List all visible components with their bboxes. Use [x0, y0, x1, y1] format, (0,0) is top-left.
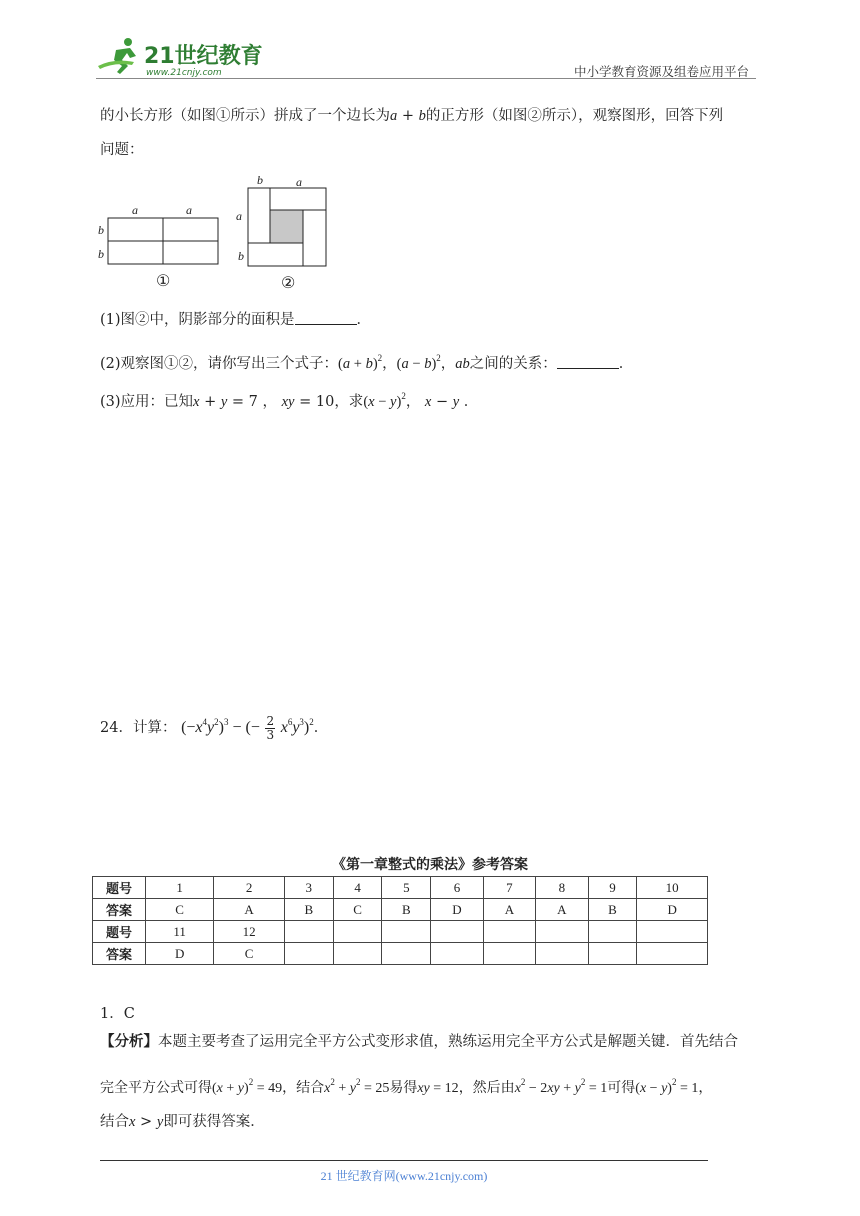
table-row [93, 877, 708, 899]
table-cell [333, 921, 382, 943]
table-cell: A [536, 899, 588, 921]
q23-sub3: (3)应用：已知x + y = 7 ， xy = 10，求$(x - y)^2$， x − y ． [100, 391, 479, 410]
table-cell [333, 943, 382, 965]
table-cell [431, 921, 483, 943]
table-cell: 3 [284, 877, 333, 899]
table-cell [284, 921, 333, 943]
table-cell: 题号 [93, 877, 146, 899]
table-cell: 答案 [93, 943, 146, 965]
svg-text:b: b [238, 249, 244, 263]
table-cell [284, 943, 333, 965]
table-cell: 2 [214, 877, 285, 899]
table-cell: 4 [333, 877, 382, 899]
table-cell: 8 [536, 877, 588, 899]
table-cell [483, 943, 535, 965]
table-row [93, 899, 708, 921]
answer-table [92, 876, 708, 965]
site-name: 中小学教育资源及组卷应用平台 [574, 64, 750, 79]
table-cell: A [483, 899, 535, 921]
site-logo [94, 36, 274, 78]
figure-1 [108, 218, 218, 264]
table-cell: 9 [588, 877, 637, 899]
svg-text:a: a [236, 209, 242, 223]
table-cell: C [333, 899, 382, 921]
table-cell: C [146, 899, 214, 921]
figure-1-caption: ① [156, 271, 171, 290]
solution-1-analysis-line1: 【分析】本题主要考查了运用完全平方公式变形求值，熟练运用完全平方公式是解题关键．首先结合 [100, 1033, 738, 1050]
footer-divider [100, 1160, 708, 1161]
table-cell: B [382, 899, 431, 921]
svg-text:21世纪教育: 21世纪教育 [144, 44, 263, 69]
table-cell: D [637, 899, 708, 921]
solution-1-analysis-line3: 结合x > y即可获得答案． [100, 1114, 265, 1130]
runner-logo-icon [98, 38, 136, 74]
table-cell: B [588, 899, 637, 921]
q23-figures [92, 172, 342, 292]
table-cell [431, 943, 483, 965]
q23-sub1: (1)图②中，阴影部分的面积是 ． [100, 312, 372, 328]
table-cell: 1 [146, 877, 214, 899]
footer-link[interactable]: 21 世纪教育网(www.21cnjy.com) [320, 1169, 488, 1183]
svg-text:a: a [296, 175, 302, 189]
table-cell [382, 943, 431, 965]
svg-text:www.21cnjy.com: www.21cnjy.com [146, 68, 222, 78]
svg-text:a: a [186, 203, 192, 217]
table-cell [382, 921, 431, 943]
table-cell [536, 943, 588, 965]
table-cell [483, 921, 535, 943]
q23-line1: 的小长方形（如图①所示）拼成了一个边长为a + b的正方形（如图②所示），观察图形，回答下列 [100, 108, 724, 124]
q24: 24．计算： $(-x^4y^2)^3$ − (− $\frac{2}{3}$ $x^6y^3)^2$． [100, 713, 329, 742]
table-cell: 7 [483, 877, 535, 899]
svg-text:b: b [98, 223, 104, 237]
table-cell: 12 [214, 921, 285, 943]
table-cell [637, 943, 708, 965]
table-row [93, 943, 708, 965]
svg-text:b: b [98, 247, 104, 261]
svg-text:a: a [132, 203, 138, 217]
svg-text:b: b [257, 173, 263, 187]
table-cell [637, 921, 708, 943]
table-cell: 10 [637, 877, 708, 899]
header-divider [96, 78, 756, 79]
solution-1-analysis-line2: 完全平方公式可得$(x + y)^2 = 49$，结合$x^2 + y^2 = 25$易得xy = 12，然后由$x^2 - 2xy + y^2 = 1$可得$(x - y)^2 = 1$， [100, 1077, 713, 1096]
table-cell: 11 [146, 921, 214, 943]
figure-2-caption: ② [281, 273, 296, 292]
table-cell: C [214, 943, 285, 965]
table-cell: B [284, 899, 333, 921]
q23-line2: 问题： [100, 142, 144, 158]
q23-sub2: (2)观察图①②，请你写出三个式子：$(a + b)^2$，$(a - b)^2$，ab之间的关系： ． [100, 353, 634, 372]
table-cell [588, 921, 637, 943]
table-cell [588, 943, 637, 965]
table-cell [536, 921, 588, 943]
table-cell: 题号 [93, 921, 146, 943]
table-cell: A [214, 899, 285, 921]
table-cell: 6 [431, 877, 483, 899]
table-cell: 5 [382, 877, 431, 899]
solution-1-answer: 1．C [100, 1006, 135, 1022]
answer-table-title: 《第一章整式的乘法》参考答案 [332, 857, 528, 873]
table-cell: 答案 [93, 899, 146, 921]
table-cell: D [146, 943, 214, 965]
figure-2 [248, 188, 326, 266]
table-row [93, 921, 708, 943]
table-cell: D [431, 899, 483, 921]
